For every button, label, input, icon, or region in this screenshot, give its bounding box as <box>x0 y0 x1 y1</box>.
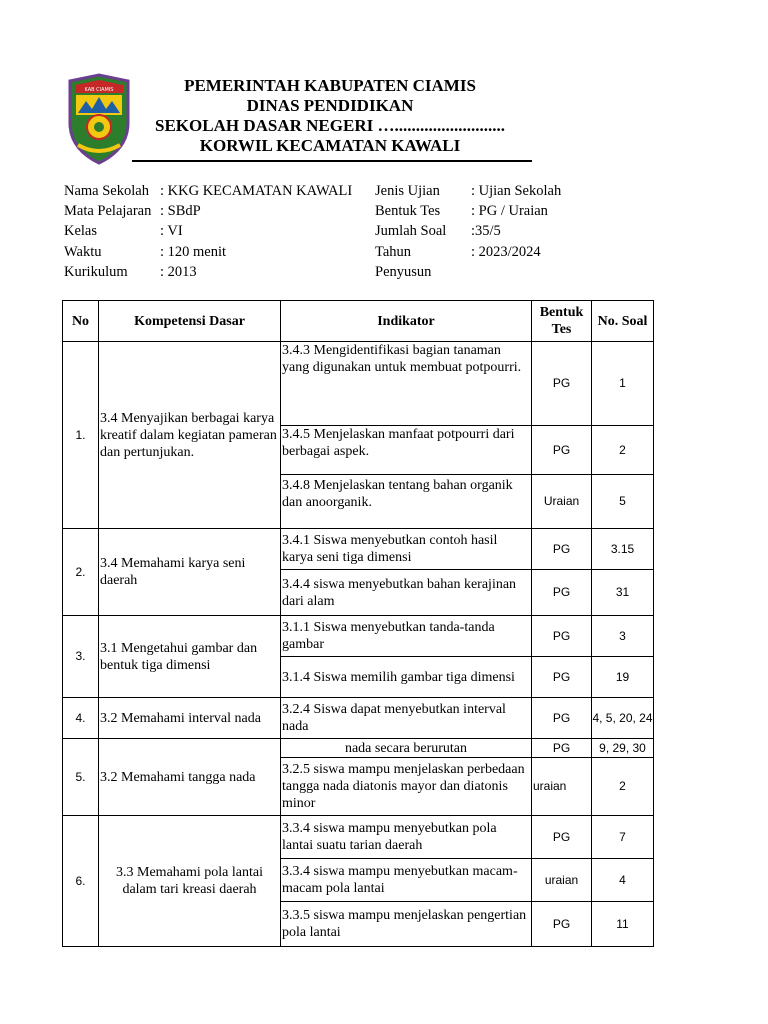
identity-value: : 120 menit <box>160 243 227 260</box>
bentuk-tes-cell: PG <box>532 739 592 758</box>
bentuk-tes-cell: uraian <box>532 758 592 816</box>
identity-label: Jenis Ujian <box>375 183 440 199</box>
header-no-soal: No. Soal <box>592 301 654 342</box>
table-row <box>63 342 654 426</box>
letterhead-line-1: PEMERINTAH KABUPATEN CIAMIS <box>184 76 476 95</box>
bentuk-tes-cell: PG <box>532 816 592 859</box>
identity-label: Kelas <box>64 223 98 240</box>
table-row <box>63 698 654 739</box>
no-soal-cell: 2 <box>592 758 654 816</box>
table-row <box>63 529 654 570</box>
table-header-row <box>63 301 654 342</box>
identity-label: Penyusun <box>375 263 432 280</box>
indikator-cell: 3.3.4 siswa mampu menyebutkan macam-macam pola lantai <box>281 859 532 902</box>
identity-label: Mata Pelajaran <box>64 203 152 220</box>
row-number: 3. <box>63 616 99 698</box>
letterhead-divider <box>132 160 532 162</box>
bentuk-tes-cell: PG <box>532 529 592 570</box>
identity-row <box>375 262 561 282</box>
header-indikator: Indikator <box>281 301 532 342</box>
letterhead <box>120 76 540 156</box>
identity-value: : PG / Uraian <box>471 203 548 220</box>
identity-label: Waktu <box>64 243 102 260</box>
no-soal-cell: 5 <box>592 475 654 529</box>
no-soal-cell: 3 <box>592 616 654 657</box>
indikator-cell: 3.4.5 Menjelaskan manfaat potpourri dari berbagai aspek. <box>281 426 532 475</box>
bentuk-tes-cell: PG <box>532 698 592 739</box>
svg-text:KAB CIAMIS: KAB CIAMIS <box>84 87 114 93</box>
identity-value: :35/5 <box>471 223 501 240</box>
identity-label: Kurikulum <box>64 263 128 280</box>
letterhead-line-2: DINAS PENDIDIKAN <box>246 96 414 115</box>
row-number: 4. <box>63 698 99 739</box>
bentuk-tes-cell: Uraian <box>532 475 592 529</box>
no-soal-cell: 4 <box>592 859 654 902</box>
identity-label: Bentuk Tes <box>375 203 441 220</box>
identity-label: Nama Sekolah <box>64 183 149 199</box>
grid-table <box>62 300 654 947</box>
no-soal-cell: 31 <box>592 570 654 616</box>
identity-value: : Ujian Sekolah <box>471 183 562 199</box>
kompetensi-dasar-cell: 3.2 Memahami tangga nada <box>99 739 281 816</box>
indikator-cell: 3.1.4 Siswa memilih gambar tiga dimensi <box>281 657 532 698</box>
indikator-cell: 3.4.1 Siswa menyebutkan contoh hasil karya seni tiga dimensi <box>281 529 532 570</box>
kompetensi-dasar-cell: 3.1 Mengetahui gambar dan bentuk tiga dimensi <box>99 616 281 698</box>
identity-row <box>375 201 561 221</box>
identity-label: Jumlah Soal <box>375 223 447 240</box>
identity-row <box>64 181 352 201</box>
identity-row <box>64 242 352 262</box>
header-no: No <box>63 301 99 342</box>
no-soal-cell: 19 <box>592 657 654 698</box>
identity-row <box>64 221 352 241</box>
indikator-cell: 3.4.8 Menjelaskan tentang bahan organik dan anoorganik. <box>281 475 532 529</box>
identity-row <box>64 201 352 221</box>
header-bentuk-tes: Bentuk Tes <box>532 301 592 342</box>
identity-right <box>375 181 561 282</box>
table-row <box>63 816 654 859</box>
no-soal-cell: 11 <box>592 902 654 947</box>
indikator-cell: 3.2.4 Siswa dapat menyebutkan interval nada <box>281 698 532 739</box>
bentuk-tes-cell: PG <box>532 657 592 698</box>
bentuk-tes-cell: PG <box>532 616 592 657</box>
row-number: 5. <box>63 739 99 816</box>
row-number: 2. <box>63 529 99 616</box>
identity-value: : SBdP <box>160 203 201 220</box>
no-soal-cell: 4, 5, 20, 24 <box>592 698 654 739</box>
identity-value: : KKG KECAMATAN KAWALI <box>160 183 353 199</box>
bentuk-tes-cell: uraian <box>532 859 592 902</box>
identity-value: : 2023/2024 <box>471 243 541 260</box>
indikator-cell: 3.4.3 Mengidentifikasi bagian tanaman yang digunakan untuk membuat potpourri. <box>281 342 532 426</box>
identity-row <box>375 181 561 201</box>
identity-row <box>375 242 561 262</box>
row-number: 1. <box>63 342 99 529</box>
bentuk-tes-cell: PG <box>532 342 592 426</box>
kompetensi-dasar-cell: 3.3 Memahami pola lantai dalam tari kreasi daerah <box>99 816 281 947</box>
bentuk-tes-cell: PG <box>532 426 592 475</box>
letterhead-line-3: SEKOLAH DASAR NEGERI ….......................... <box>155 116 505 135</box>
kompetensi-dasar-cell: 3.4 Memahami karya seni daerah <box>99 529 281 616</box>
no-soal-cell: 1 <box>592 342 654 426</box>
identity-row <box>375 221 561 241</box>
identity-label: Tahun <box>375 243 412 260</box>
indikator-cell: 3.4.4 siswa menyebutkan bahan kerajinan dari alam <box>281 570 532 616</box>
row-number: 6. <box>63 816 99 947</box>
identity-value: : 2013 <box>160 263 197 280</box>
no-soal-cell: 2 <box>592 426 654 475</box>
bentuk-tes-cell: PG <box>532 570 592 616</box>
kompetensi-dasar-cell: 3.4 Menyajikan berbagai karya kreatif dalam kegiatan pameran dan pertunjukan. <box>99 342 281 529</box>
kompetensi-dasar-cell: 3.2 Memahami interval nada <box>99 698 281 739</box>
indikator-cell: 3.2.5 siswa mampu menjelaskan perbedaan tangga nada diatonis mayor dan diatonis minor <box>281 758 532 816</box>
identity-value: : VI <box>160 223 183 240</box>
table-row <box>63 739 654 758</box>
indikator-cell: 3.1.1 Siswa menyebutkan tanda-tanda gambar <box>281 616 532 657</box>
no-soal-cell: 9, 29, 30 <box>592 739 654 758</box>
table-row <box>63 616 654 657</box>
header-kompetensi-dasar: Kompetensi Dasar <box>99 301 281 342</box>
indikator-cell: 3.3.5 siswa mampu menjelaskan pengertian pola lantai <box>281 902 532 947</box>
identity-row <box>64 262 352 282</box>
bentuk-tes-cell: PG <box>532 902 592 947</box>
indikator-cell: 3.3.4 siswa mampu menyebutkan pola lantai suatu tarian daerah <box>281 816 532 859</box>
no-soal-cell: 3.15 <box>592 529 654 570</box>
letterhead-line-4: KORWIL KECAMATAN KAWALI <box>199 136 461 155</box>
identity-left <box>64 181 352 282</box>
indikator-cell: nada secara berurutan <box>281 739 532 758</box>
no-soal-cell: 7 <box>592 816 654 859</box>
